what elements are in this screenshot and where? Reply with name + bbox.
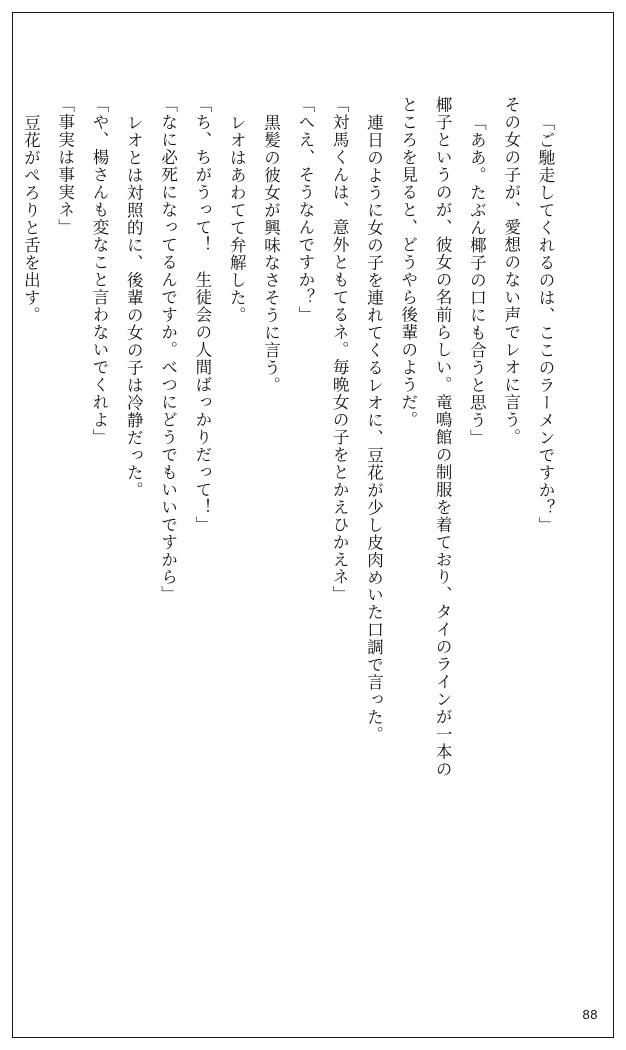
text-line: 「事実は事実ネ」 (55, 96, 75, 236)
text-line: レオはあわてて弁解した。 (227, 114, 247, 324)
text-line: 豆花がぺろりと舌を出す。 (21, 114, 41, 324)
text-line: 「ああ。たぶん椰子の口にも合うと思う」 (467, 114, 487, 447)
text-line: 連日のように女の子を連れてくるレオに、豆花が少し皮肉めいた口調で言った。 (364, 114, 384, 744)
text-line: ところを見ると、どうやら後輩のようだ。 (398, 96, 418, 429)
text-line: レオとは対照的に、後輩の女の子は冷静だった。 (124, 114, 144, 499)
text-line: 椰子というのが、彼女の名前らしい。竜鳴館の制服を着ており、タイのラインが一本の (433, 96, 453, 779)
text-line: その女の子が、愛想のない声でレオに言う。 (501, 96, 521, 446)
page-number: 88 (582, 1007, 598, 1022)
text-line: 「ち、ちがうって！ 生徒会の人間ばっかりだって！」 (192, 96, 212, 534)
body-text (21, 96, 562, 946)
text-line: 「対馬くんは、意外ともてるネ。毎晩女の子をとかえひかえネ」 (330, 96, 350, 604)
text-line: 「ご馳走してくれるのは、ここのラーメンですか？」 (536, 114, 555, 534)
text-line: 黒髪の彼女が興味なさそうに言う。 (261, 114, 281, 394)
text-line: 「へえ、そうなんですか？」 (295, 96, 315, 324)
text-line: 「や、楊さんも変なこと言わないでくれよ」 (89, 96, 109, 446)
text-line: 「なに必死になってるんですか。べつにどうでもいいですから」 (158, 96, 178, 604)
